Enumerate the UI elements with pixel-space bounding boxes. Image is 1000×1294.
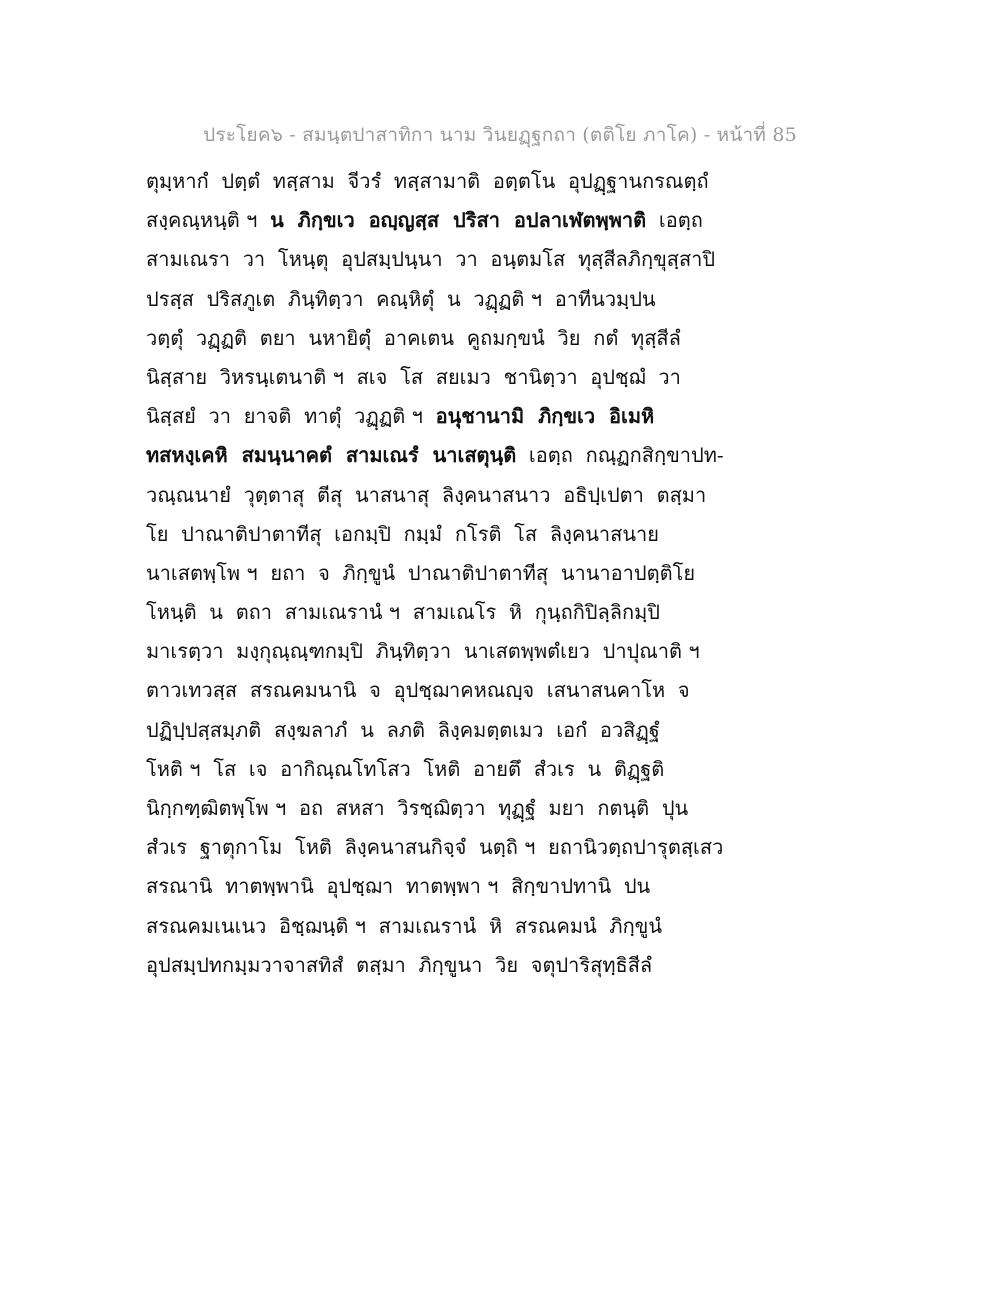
text-span: ปฏิปฺปสฺสมฺภติ สงฺฆลาภํ น ลภติ ลิงฺคมตฺตเมว เอกํ อวสิฏฺฐํ (146, 717, 660, 742)
text-span: นิสฺสยํ วา ยาจติ ทาตุํ วฏฺฏติ ฯ (146, 404, 436, 429)
text-span: เอตฺถ (646, 208, 703, 233)
text-line (146, 319, 866, 358)
text-line (146, 711, 866, 750)
bold-text-span: ทสหงฺเคหิ สมนฺนาคตํ สามเณรํ นาเสตุนฺติ (146, 443, 517, 468)
text-line (146, 828, 866, 867)
text-line (146, 397, 866, 436)
text-line (146, 789, 866, 828)
text-span: ตาวเทวสฺส สรณคมนานิ จ อุปชฺฌาคหณญฺจ เสนาสนคาโห จ (146, 678, 690, 703)
text-span: สํวเร ฐาตุกาโม โหติ ลิงฺคนาสนกิจฺจํ นตฺถิ ฯ ยถานิวตฺถปารุตสฺเสว (146, 835, 724, 860)
text-span: โย ปาณาติปาตาทีสุ เอกมฺปิ กมฺมํ กโรติ โส ลิงฺคนาสนาย (146, 521, 659, 546)
text-span: โหนฺติ น ตถา สามเณรานํ ฯ สามเณโร หิ กุนฺถกิปิลฺลิกมฺปิ (146, 600, 660, 625)
text-line (146, 358, 866, 397)
text-span: สามเณรา วา โหนฺตุ อุปสมฺปนฺนา วา อนฺตมโส ทุสฺสีลภิกฺขุสฺสาปิ (146, 247, 716, 272)
text-span: นิสฺสาย วิหรนฺเตนาติ ฯ สเจ โส สยเมว ชานิตฺวา อุปชฺฌํ วา (146, 364, 681, 389)
text-span: ปรสฺส ปริสภูเต ภินฺทิตฺวา คณฺหิตุํ น วฏฺฏติ ฯ อาทีนวมฺปน (146, 286, 656, 311)
text-line (146, 201, 866, 240)
text-line (146, 436, 866, 475)
text-span: อุปสมฺปทกมฺมวาจาสทิสํ ตสฺมา ภิกฺขูนา วิย จตุปาริสุทฺธิสีลํ (146, 952, 653, 977)
text-span: โหติ ฯ โส เจ อากิณฺณโทโสว โหติ อายตึ สํวเร น ติฏฺฐติ (146, 756, 665, 781)
text-line (146, 671, 866, 710)
text-line (146, 515, 866, 554)
text-span: เอตฺถ กณฺฏกสิกฺขาปท- (516, 443, 724, 468)
text-line (146, 280, 866, 319)
text-span: สรณานิ ทาตพฺพานิ อุปชฺฌา ทาตพฺพา ฯ สิกฺขาปทานิ ปน (146, 874, 651, 899)
bold-text-span: อนุชานามิ ภิกฺขเว อิเมหิ (435, 404, 655, 429)
text-line (146, 750, 866, 789)
text-span: สรณคมเนเนว อิชฺฌนฺติ ฯ สามเณรานํ หิ สรณคมนํ ภิกฺขูนํ (146, 913, 663, 938)
page-header: ประโยค๖ - สมนฺตปาสาทิกา นาม วินยฏฺฐกถา (ตติโย ภาโค) - หน้าที่ 85 (203, 124, 797, 146)
text-span: ตุมฺหากํ ปตฺตํ ทสฺสาม จีวรํ ทสฺสามาติ อตฺตโน อุปฏฺฐานกรณตฺถํ (146, 169, 709, 193)
text-span: นิกฺกฑฺฒิตพฺโพ ฯ อถ สหสา วิรชฺฌิตฺวา ทุฏฺฐํ มยา กตนฺติ ปุน (146, 796, 689, 820)
bold-text-span: น ภิกฺขเว อญฺญสฺส ปริสา อปลาเฬตพฺพาติ (270, 208, 647, 233)
text-line (146, 867, 866, 906)
text-span: สงฺคณฺหนฺติ ฯ (146, 208, 271, 233)
text-span: นาเสตพฺโพ ฯ ยถา จ ภิกฺขูนํ ปาณาติปาตาทีสุ นานาอาปตฺติโย (146, 560, 696, 585)
text-line (146, 593, 866, 632)
text-span: วตฺตุํ วฏฺฏติ ตยา นหายิตุํ อาคเตน คูถมกฺขนํ วิย กตํ ทุสฺสีลํ (146, 325, 681, 350)
text-span: วณฺณนายํ วุตฺตาสุ ตีสุ นาสนาสุ ลิงฺคนาสนาว อธิปฺเปตา ตสฺมา (146, 482, 707, 507)
text-line (146, 946, 866, 985)
text-line (146, 162, 866, 201)
text-line (146, 907, 866, 946)
text-line (146, 240, 866, 279)
text-span: มาเรตฺวา มงฺกุณฺณฺฑกมฺปิ ภินฺทิตฺวา นาเสตพฺพตํเยว ปาปุณาติ ฯ (146, 639, 700, 664)
body-text (146, 162, 866, 985)
text-line (146, 476, 866, 515)
text-line (146, 554, 866, 593)
text-line (146, 632, 866, 671)
